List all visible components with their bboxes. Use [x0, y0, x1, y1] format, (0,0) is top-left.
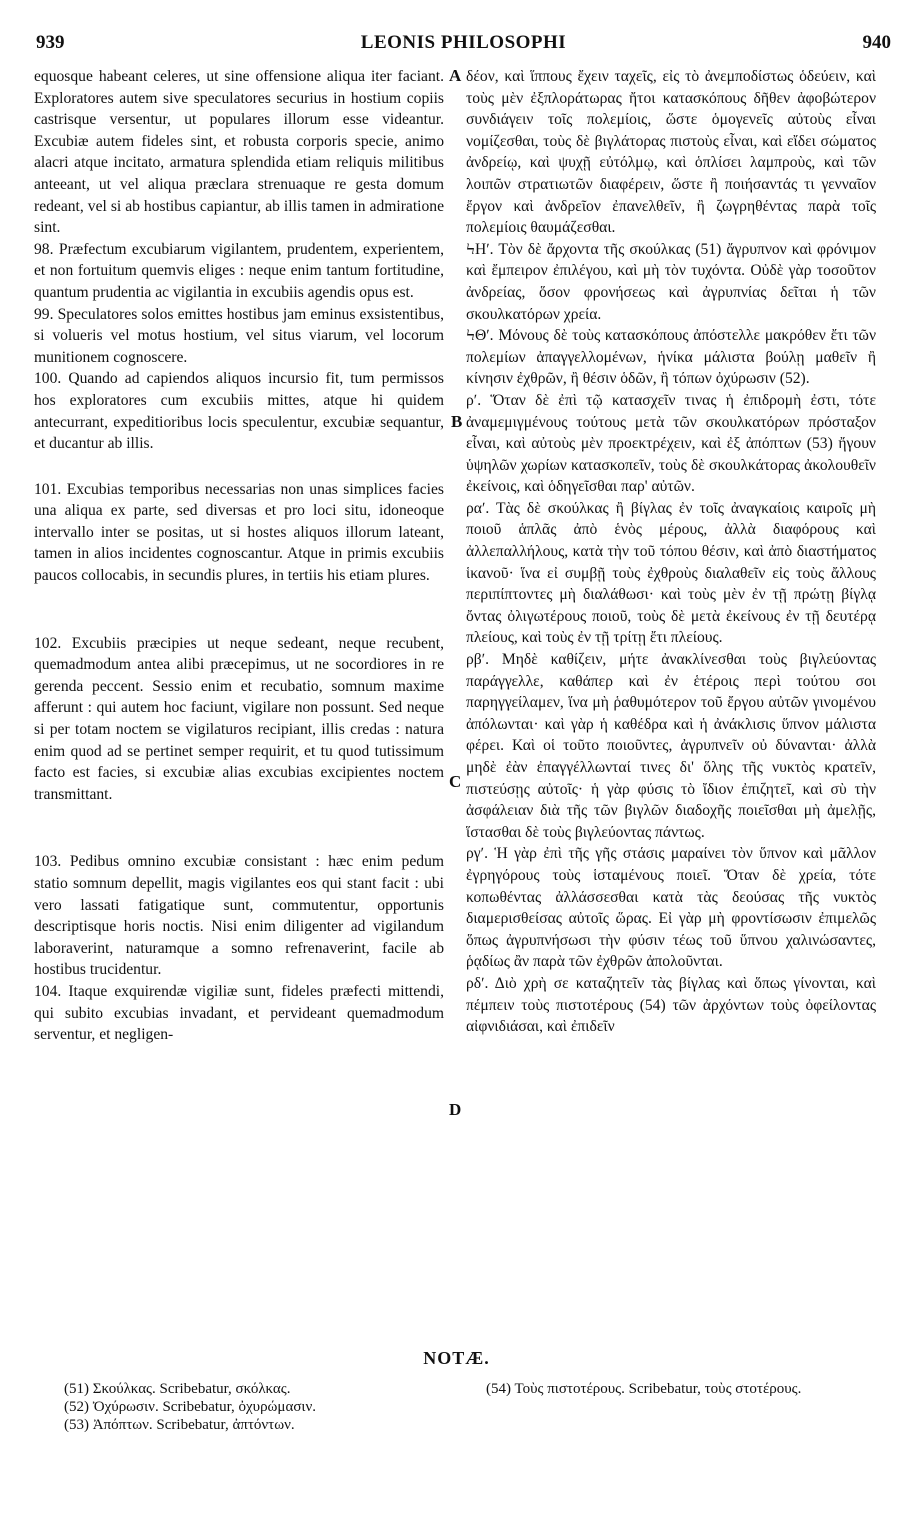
footnote: (51) Σκούλκας. Scribebatur, σκόλκας.: [64, 1381, 291, 1397]
latin-paragraph: 100. Quando ad capiendos aliquos incursio fit, tum permissos hos exploratores cum excubiis mittes, atque hi quidem antecurrant, expeditioribus locis speculentur, excubiæ sequantur, et ducantur ab illis.: [34, 370, 444, 453]
footnote: (53) Ἀπόπτων. Scribebatur, ἀπτόντων.: [64, 1417, 295, 1433]
page-number-left: 939: [36, 32, 65, 53]
latin-column: [34, 66, 444, 1046]
paragraph-spacer: [34, 455, 444, 479]
page-number-right: 940: [862, 32, 891, 53]
margin-letter-d: D: [449, 1100, 462, 1119]
latin-paragraph: 101. Excubias temporibus necessarias non unas simplices facies una aliqua ex parte, sed diversas et pro loci situ, idoneoque intervallo inter se positas, ut si hostes aliquos illorum lateant, tamen in alios incidentes cognoscantur. Atque in primis excubiis paucos collocabis, in secundis plures, in tertiis his etiam plures.: [34, 480, 444, 585]
notes-title: NOTÆ.: [423, 1348, 490, 1368]
greek-paragraph: ϞΘʹ. Μόνους δὲ τοὺς κατασκόπους ἀπόστελλε μακρόθεν ἔτι τῶν πολεμίων ἀπαγγελλομένων, ἡνίκα μάλιστα βούλῃ μαθεῖν ἢ κίνησιν ἐχθρῶν, ἢ θέσιν ὁδῶν, ἢ τόπων ὀχύρωσιν (52).: [466, 327, 876, 388]
running-title: LEONIS PHILOSOPHI: [360, 32, 567, 53]
greek-column: [466, 66, 876, 1038]
margin-letter-a: A: [449, 66, 462, 85]
footnote: (54) Τοὺς πιστοτέρους. Scribebatur, τοὺς στοτέρους.: [486, 1381, 802, 1397]
notes-right-column: [486, 1380, 876, 1398]
latin-paragraph: 99. Speculatores solos emittes hostibus jam eminus exsistentibus, si volueris vel motus hostium, vel situs viarum, vel locorum munitionem cognoscere.: [34, 305, 444, 366]
greek-paragraph: ρδʹ. Διὸ χρὴ σε καταζητεῖν τὰς βίγλας καὶ ὅπως γίνονται, καὶ πέμπειν τοὺς πιστοτέρους (54) τῶν ἀρχόντων τοὺς ὀφείλοντας αἰφνιδιάσαι, καὶ ἐπιδεῖν: [466, 974, 876, 1036]
footnote: (52) Ὀχύρωσιν. Scribebatur, ὀχυρώμασιν.: [64, 1399, 316, 1415]
paragraph-spacer: [34, 587, 444, 633]
latin-paragraph: 103. Pedibus omnino excubiæ consistant : hæc enim pedum statio somnum depellit, magis vigilantes eos qui stant facit : ubi vero lassati fatigatique sunt, commutentur, opportunis descriptisque horis noctis. Nisi enim diligenter ad vigilandum laboraverint, naturamque a somno refrenaverint, facile ab hostibus trucidentur.: [34, 853, 444, 979]
greek-paragraph: δέον, καὶ ἵππους ἔχειν ταχεῖς, εἰς τὸ ἀνεμποδίστως ὁδεύειν, καὶ τοὺς μὲν ἐξπλοράτωρας ἤτοι κατασκόπους δῆθεν ἀφοβώτερον συνδιάγειν τοῖς πολεμίοις, ὥστε ὁμογενεῖς αὐτοὺς εἶναι νομίζεσθαι, τοὺς δὲ βιγλάτορας πιστοὺς εἶναι, καὶ εἴδει σώματος ἀνδρείῳ, καὶ ψυχῇ εὐτόλμῳ, καὶ ὁπλίσει λαμπροὺς, καὶ τῶν λοιπῶν στρατιωτῶν διαφέρειν, ὥστε ἢ ποιήσαντάς τι γενναῖον ἔργον καὶ ἀνδρεῖον ἐπανελθεῖν, ἢ ζωγρηθέντας παρὰ τοῖς πολεμίοις θαυμάζεσθαι.: [466, 68, 876, 237]
margin-letter-b: B: [451, 412, 463, 431]
greek-paragraph: ρβʹ. Μηδὲ καθίζειν, μήτε ἀνακλίνεσθαι τοὺς βιγλεύοντας παράγγελλε, καθάπερ καὶ ἐν ἑτέροις περὶ τούτου σοι παρηγγείλαμεν, ἵνα μὴ ῥαθυμότερον τοῦ ἔργου αὐτῶν γινομένου ἀπόλωνται· καὶ γὰρ ἡ καθέδρα καὶ ἡ ἀνάκλισις ὕπνον μάλιστα φέρει. Καὶ οἱ τοῦτο ποιοῦντες, ἀγρυπνεῖν οὐ δύνανται· ἀλλὰ μηδὲ ἐὰν ἐπαγγέλλωνταί τινες δι' ὅλης τῆς νυκτὸς κρατεῖν, πιστεύσῃς αὐτοῖς· ἡ γὰρ φύσις τὸ ἴδιον ἐπιζητεῖ, καὶ σὺ τὴν ἀσφάλειαν διὰ τῆς τῶν βιγλῶν διαδοχῆς ποιεῖσθαι μὴ ἀμελῇς, ἵστασθαι δὲ τοὺς βιγλεύοντας πάντως.: [466, 651, 876, 841]
greek-paragraph: ραʹ. Τὰς δὲ σκούλκας ἢ βίγλας ἐν τοῖς ἀναγκαίοις καιροῖς μὴ ποιοῦ ἁπλᾶς ἀπὸ ἑνὸς μέρους, ἀλλὰ διαφόρους καὶ ἀλλεπαλλήλους, κατὰ τὴν τοῦ τόπου θέσιν, καὶ ἀπὸ διαστήματος ἱκανοῦ· ἵνα εἰ συμβῇ τοὺς ἐχθροὺς διαλαθεῖν εἰς τοὺς ἄλλους περιπίπτοντες μὴ διαλάθωσι· καὶ τοὺς μὲν ἐν τῇ πρώτῃ βίγλᾳ ὄντας ὀλιγωτέρους ποιοῦ, τοὺς δὲ μετὰ ἐκείνους ἐν τῇ δευτέρᾳ πλείους, καὶ τοὺς ἐν τῇ τρίτῃ ἔτι πλείους.: [466, 499, 876, 647]
paragraph-spacer: [34, 805, 444, 851]
greek-paragraph: ργʹ. Ἡ γὰρ ἐπὶ τῆς γῆς στάσις μαραίνει τὸν ὕπνον καὶ μᾶλλον ἐγρηγόρους τοὺς ἱσταμένους ποιεῖ. Ὅταν δὲ χρεία, τότε κοπωθέντας ἀλλάσσεσθαι κατὰ τὰς δεούσας τῆς νυκτὸς διαμερισθείσας αὐτοῖς ὥρας. Εἰ γὰρ μὴ φροντίσωσιν ἐπιμελῶς ὅπως ἀγρυπνήσωσι τὴν φύσιν τέως τοῦ ὕπνου χαλινώσαντες, ῥᾳδίως ἂν παρὰ τῶν ἐχθρῶν ἀπολοῦνται.: [466, 845, 876, 971]
latin-paragraph: equosque habeant celeres, ut sine offensione aliqua iter faciant. Exploratores autem sive speculatores securius in hostium copiis castrisque versentur, ut populares illorum esse videantur. Excubiæ autem fideles sint, et robusta corporis specie, animo alacri atque incitato, armatura splendida etiam reliquis militibus anteeant, ut vel aliqua præclara strenuaque re gesta domum redeant, vel si ab hostibus capiantur, ab illis tamen in admiratione sint.: [34, 68, 444, 237]
page-header: [36, 32, 891, 62]
margin-letter-c: C: [449, 772, 462, 791]
notes-left-column: [64, 1380, 444, 1434]
latin-paragraph: 102. Excubiis præcipies ut neque sedeant, neque recubent, quemadmodum antea alibi præcepimus, ut ne socordiores in re gerenda peccent. Sessio enim et recubatio, somnum maxime afferunt : qui autem hoc faciunt, vigilare non possunt. Sed neque si per totam noctem se vigilaturos recipiant, illis credas : natura enim quod ad se pertinet semper requirit, et tu quod tutissimum facto est facies, si excubiæ alias excubias excipientes noctem transmittant.: [34, 634, 444, 803]
greek-paragraph: ϞΗʹ. Τὸν δὲ ἄρχοντα τῆς σκούλκας (51) ἄγρυπνον καὶ φρόνιμον καὶ ἔμπειρον ἐπιλέγου, καὶ μὴ τὸν τυχόντα. Οὐδὲ γὰρ τοσοῦτον ἀνδρείας, ὅσον φρονήσεως καὶ ἀγρυπνίας δεῖται ἡ τῶν σκουλκατόρων χρεία.: [466, 240, 876, 323]
greek-paragraph: ρʹ. Ὅταν δὲ ἐπὶ τῷ κατασχεῖν τινας ἡ ἐπιδρομὴ ἐστι, τότε ἀναμεμιγμένους τούτους μετὰ τῶν σκουλκατόρων πρόσταξον εἶναι, καὶ αὐτοὺς μὲν προεκτρέχειν, καὶ ἐξ ἀπόπτων (53) ἤγουν ὑψηλῶν χωρίων κατασκοπεῖν, τοὺς δὲ σκουλκάτορας ἀκολουθεῖν ἐκείνοις, καὶ ὁδηγεῖσθαι παρ' αὐτῶν.: [466, 391, 876, 496]
latin-paragraph: 104. Itaque exquirendæ vigiliæ sunt, fideles præfecti mittendi, qui subito excubias invadant, et pervideant quemadmodum serventur, et negligen-: [34, 982, 444, 1044]
latin-paragraph: 98. Præfectum excubiarum vigilantem, prudentem, experientem, et non fortuitum quemvis eliges : neque enim tantum fortitudine, quantum prudentia ac vigilantia in excubiis agendis opus est.: [34, 240, 444, 301]
